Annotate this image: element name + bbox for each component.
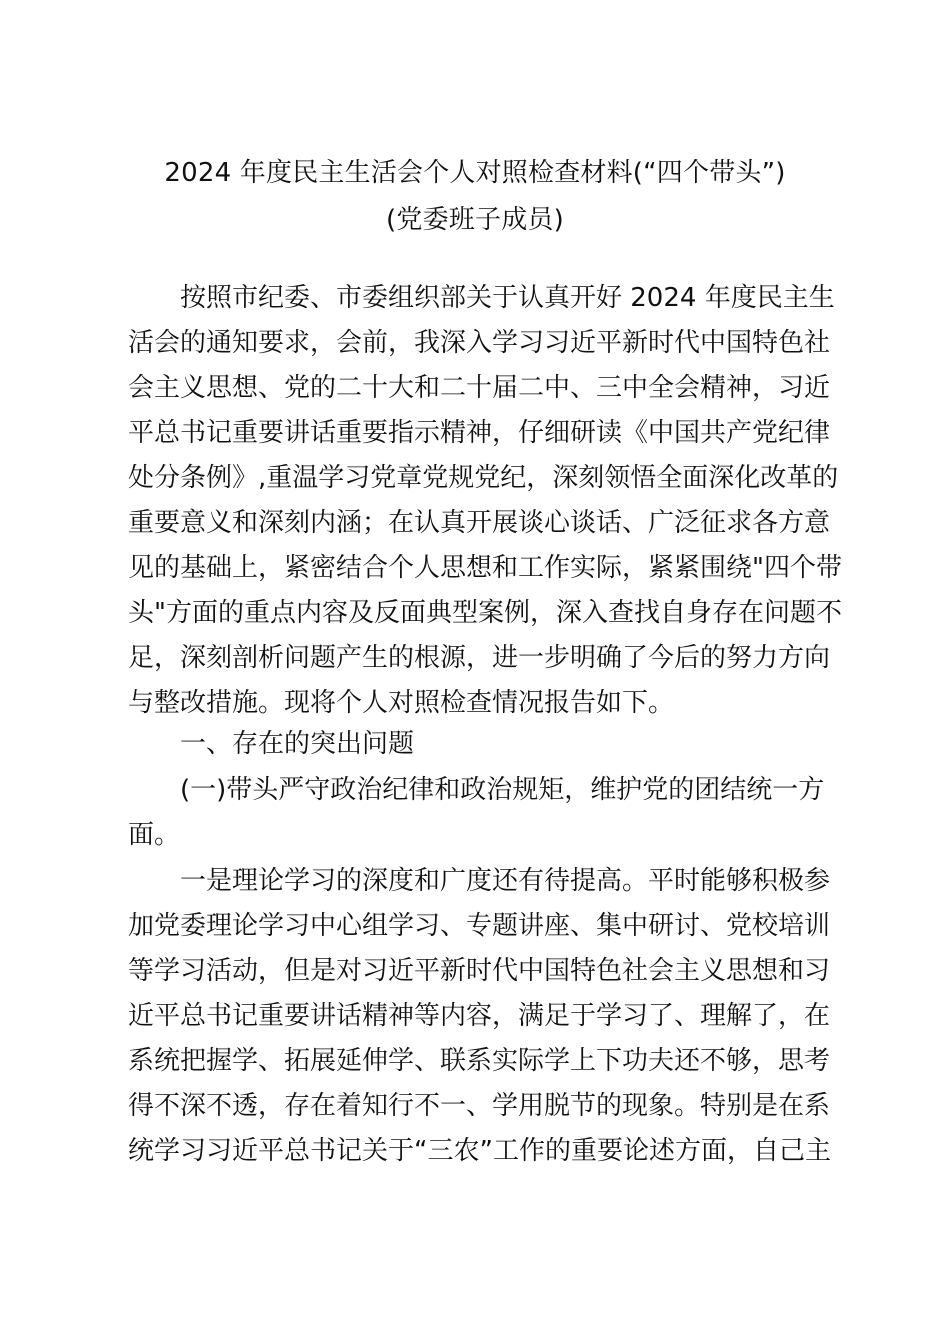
document-subtitle: (党委班子成员) [386, 205, 564, 235]
paragraph-line: 头"方面的重点内容及反面典型案例，深入查找自身存在问题不 [128, 598, 842, 628]
paragraph-line: 见的基础上，紧密结合个人思想和工作实际，紧紧围绕"四个带 [128, 553, 842, 583]
paragraph-line: 足，深刻剖析问题产生的根源，进一步明确了今后的努力方向 [128, 643, 831, 673]
section-heading [128, 722, 828, 767]
paragraph-line: 得不深不透，存在着知行不一、学用脱节的现象。特别是在系 [128, 1091, 831, 1121]
paragraph-line: 与整改措施。现将个人对照检查情况报告如下。 [128, 688, 675, 718]
paragraph-line: 按照市纪委、市委组织部关于认真开好 2024 年度民主生 [180, 283, 835, 313]
paragraph-line: 系统把握学、拓展延伸学、联系实际学上下功夫还不够，思考 [128, 1046, 831, 1076]
paragraph-line: 会主义思想、党的二十大和二十届二中、三中全会精神，习近 [128, 373, 831, 403]
sub-heading-line: 面。 [128, 820, 181, 850]
paragraph-line: 处分条例》,重温学习党章党规党纪，深刻领悟全面深化改革的 [128, 463, 839, 493]
paragraph-line: 一是理论学习的深度和广度还有待提高。平时能够积极参 [180, 866, 831, 896]
paragraph-line: 活会的通知要求，会前，我深入学习习近平新时代中国特色社 [128, 328, 831, 358]
paragraph-line: 等学习活动，但是对习近平新时代中国特色社会主义思想和习 [128, 956, 831, 986]
paragraph-line: 平总书记重要讲话重要指示精神，仔细研读《中国共产党纪律 [128, 418, 831, 448]
sub-heading-line: (一)带头严守政治纪律和政治规矩，维护党的团结统一方 [180, 775, 825, 805]
paragraph-line: 加党委理论学习中心组学习、专题讲座、集中研讨、党校培训 [128, 911, 831, 941]
sub-heading [128, 768, 828, 858]
document-title: 2024 年度民主生活会个人对照检查材料(“四个带头”) [164, 158, 786, 188]
paragraph-line: 重要意义和深刻内涵；在认真开展谈心谈话、广泛征求各方意 [128, 508, 831, 538]
paragraph-line: 近平总书记重要讲话精神等内容，满足于学习了、理解了，在 [128, 1001, 831, 1031]
intro-paragraph [128, 276, 842, 726]
point-one-paragraph [128, 859, 831, 1174]
paragraph-line: 统学习习近平总书记关于“三农”工作的重要论述方面，自己主 [128, 1136, 831, 1166]
section-heading-text: 一、存在的突出问题 [180, 729, 415, 759]
